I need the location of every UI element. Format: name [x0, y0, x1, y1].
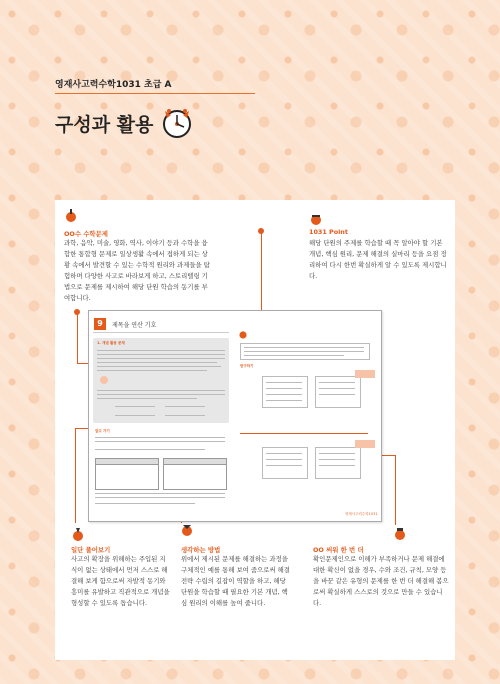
feature-text-dandan: 사고의 확장을 위해하는 주입된 지식이 없는 상태에서 먼저 스스로 해결해 보게 함으로써 자발적 동기와 흥미를 유발하고 직관적으로 개념을 형성할 수 있도록 돕습니다.: [71, 555, 170, 607]
feature-text-point: 해당 단원의 주제를 학습할 때 꼭 알아야 할 기본 개념, 핵심 원리, 문제 해결의 실마리 등을 요점 정리하여 다시 한번 확실하게 알 수 있도록 제시합니다.: [309, 239, 447, 280]
mini-table: [95, 458, 159, 490]
ruler-small-icon: [238, 330, 248, 340]
answer-box: [315, 376, 361, 408]
mini-table: [163, 458, 227, 490]
calculator-mascot-icon: [393, 527, 407, 541]
problem-box-label: 1. 개념 활용 문제: [97, 341, 125, 345]
feature-heading-point: 1031 Point: [309, 228, 348, 236]
connector-line: [395, 455, 396, 525]
pencil-mascot-icon: [64, 209, 78, 223]
unit-number: 9: [94, 318, 106, 330]
feature-text-saenggak: 위에서 제시된 문제를 해결하는 과정을 구체적인 예를 통해 보여 줌으로써 해결 전략 수립의 길잡이 역할을 하고, 해당 단원을 학습할 때 필요한 기본 개념, 핵심 원리의 이해를 높여 줍니다.: [181, 555, 290, 607]
ruler-mascot-icon: [309, 213, 323, 227]
feature-heading-oo-suhak: OO수 수학문제: [64, 230, 108, 238]
feature-text-oo-hanbeon: 확인문제인으로 이해가 부족하거나 문제 해결에 대한 확신이 없을 경우, 수와 조건, 규칙, 모양 등을 바꾼 같은 유형의 문제를 한 번 더 해결해 봄으로써 확실하게 스스로의 것으로 만들 수 있습니다.: [313, 555, 449, 607]
feature-heading-dandan: 일단 풀어보기: [71, 546, 111, 554]
feature-text-oo-suhak: 과학, 음악, 미술, 영화, 역사, 이야기 등과 수학을 융합한 통합형 문제로 일상생활 속에서 접하게 되는 상황 속에서 발견할 수 있는 수학적 원리와 과제들을 탐험하며 다양한 사고로 바라보게 하고, 스토리텔링 기법으로 문제를 제시하여 해당 단원 학습의 동기를 부여합니다.: [64, 239, 210, 302]
clock-mascot-icon: [157, 103, 197, 143]
answer-box: [315, 447, 361, 479]
triangle-mascot-icon: [180, 523, 194, 537]
right-sub-label: 탐구하기: [240, 364, 254, 368]
answer-box: [262, 376, 308, 408]
unit-title: 제목을 연산 기호: [112, 322, 157, 329]
compass-mascot-icon: [71, 528, 85, 542]
left-sub-label: 알고 가기: [95, 429, 110, 433]
feature-heading-saenggak: 생각하는 방법: [181, 546, 221, 554]
spread-footer: 영재사고력수학1031: [345, 512, 378, 516]
connector-line: [75, 428, 76, 523]
book-subtitle: 영재사고력수학1031 초급 A: [55, 77, 255, 94]
answer-box: [262, 447, 308, 479]
connector-line: [77, 313, 78, 363]
feature-heading-oo-hanbeon: OO 써워 한 번 더: [313, 546, 364, 554]
page-title: 구성과 활용: [55, 114, 154, 136]
